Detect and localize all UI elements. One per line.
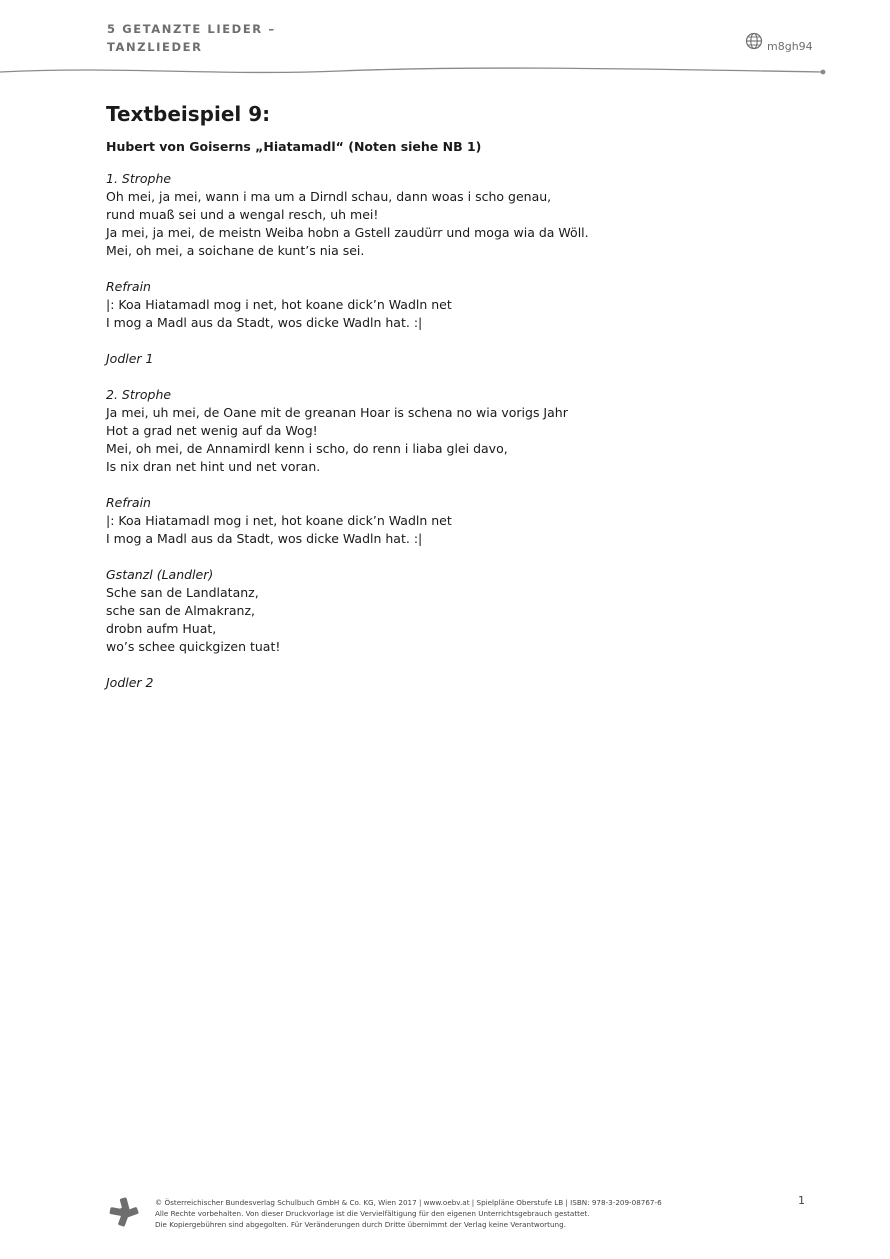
text-line: drobn aufm Huat, xyxy=(106,621,217,636)
text-line: Is nix dran net hint und net voran. xyxy=(106,459,321,474)
main-content xyxy=(106,100,806,710)
block-heading: 2. Strophe xyxy=(106,387,172,402)
footer-line-1: © Österreichischer Bundesverlag Schulbuch GmbH & Co. KG, Wien 2017 | www.oebv.at | Spielpläne Oberstufe LB | ISBN: 978-3-209-08767-6 xyxy=(155,1198,662,1207)
footer-line-3: Die Kopiergebühren sind abgegolten. Für Veränderungen durch Dritte übernimmt der Verlag keine Verantwortung. xyxy=(155,1220,566,1229)
text-line: Sche san de Landlatanz, xyxy=(106,585,259,600)
text-line: Mei, oh mei, de Annamirdl kenn i scho, do renn i liaba glei davo, xyxy=(106,441,508,456)
text-line: Hot a grad net wenig auf da Wog! xyxy=(106,423,318,438)
text-block xyxy=(106,350,806,368)
header-section-title xyxy=(107,20,276,56)
text-line: Ja mei, ja mei, de meistn Weiba hobn a Gstell zaudürr und moga wia da Wöll. xyxy=(106,225,589,240)
text-block xyxy=(106,386,806,476)
globe-icon xyxy=(745,32,763,50)
text-block xyxy=(106,566,806,656)
block-heading: Gstanzl (Landler) xyxy=(106,567,214,582)
song-text xyxy=(106,170,806,692)
block-heading: 1. Strophe xyxy=(106,171,172,186)
block-heading: Refrain xyxy=(106,279,151,294)
text-line: Ja mei, uh mei, de Oane mit de greanan Hoar is schena no wia vorigs Jahr xyxy=(106,405,568,420)
text-line: wo’s schee quickgizen tuat! xyxy=(106,639,281,654)
text-line: Oh mei, ja mei, wann i ma um a Dirndl schau, dann woas i scho genau, xyxy=(106,189,552,204)
text-line: I mog a Madl aus da Stadt, wos dicke Wadln hat. :| xyxy=(106,531,423,546)
text-line: Mei, oh mei, a soichane de kunt’s nia sei. xyxy=(106,243,365,258)
page-title: Textbeispiel 9: xyxy=(106,102,271,126)
header-section-line1: 5 GETANZTE LIEDER – xyxy=(107,22,276,36)
text-block xyxy=(106,278,806,332)
text-block xyxy=(106,494,806,548)
block-heading: Jodler 1 xyxy=(106,351,154,366)
block-heading: Jodler 2 xyxy=(106,675,154,690)
text-block xyxy=(106,170,806,260)
text-block xyxy=(106,674,806,692)
text-line: |: Koa Hiatamadl mog i net, hot koane dick’n Wadln net xyxy=(106,513,452,528)
text-line: sche san de Almakranz, xyxy=(106,603,255,618)
page-number: 1 xyxy=(798,1194,805,1207)
online-code-text: m8gh94 xyxy=(767,40,813,53)
block-heading: Refrain xyxy=(106,495,151,510)
header-divider xyxy=(0,62,890,82)
online-code xyxy=(745,32,813,53)
text-line: rund muaß sei und a wengal resch, uh mei! xyxy=(106,207,379,222)
publisher-logo-icon xyxy=(108,1196,140,1228)
text-line: I mog a Madl aus da Stadt, wos dicke Wadln hat. :| xyxy=(106,315,423,330)
text-line: |: Koa Hiatamadl mog i net, hot koane dick’n Wadln net xyxy=(106,297,452,312)
footer-copyright xyxy=(155,1197,662,1230)
footer-line-2: Alle Rechte vorbehalten. Von dieser Druckvorlage ist die Vervielfältigung für den eigenen Unterrichtsgebrauch gestattet. xyxy=(155,1209,590,1218)
header-section-line2: TANZLIEDER xyxy=(107,40,203,54)
page-subtitle: Hubert von Goiserns „Hiatamadl“ (Noten siehe NB 1) xyxy=(106,139,482,154)
